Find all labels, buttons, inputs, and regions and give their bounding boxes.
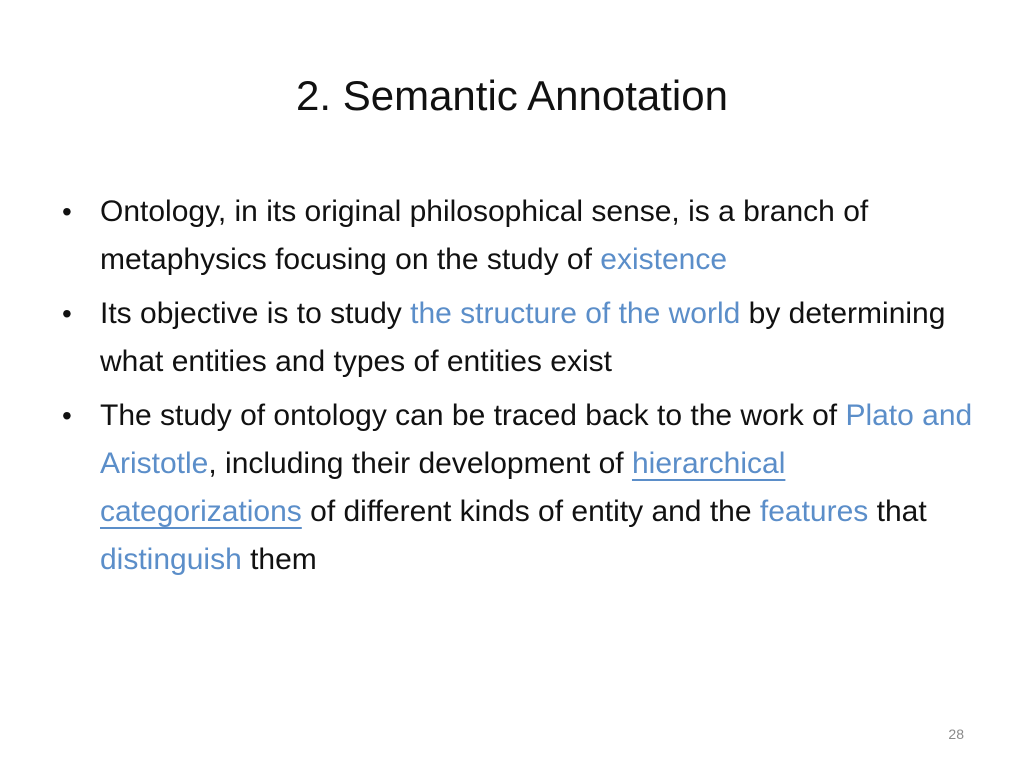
bullet-item: [62, 188, 980, 284]
highlighted-term: Plato and Aristotle: [100, 399, 973, 480]
highlighted-term: existence: [600, 243, 728, 276]
bullet-dot-icon: •: [62, 196, 72, 227]
bullet-item: [62, 290, 980, 386]
slide-title: 2. Semantic Annotation: [296, 72, 728, 119]
highlighted-term: the structure of the world: [410, 297, 741, 330]
bullet-text: that: [868, 495, 927, 528]
bullet-text: The study of ontology can be traced back to the work of: [100, 399, 846, 432]
bullet-dot-icon: •: [62, 400, 72, 431]
highlighted-term: features: [759, 495, 869, 528]
bullet-list: [62, 188, 980, 590]
hyperlink-hierarchical-categorizations[interactable]: hierarchical categorizations: [100, 447, 786, 528]
bullet-text: Its objective is to study: [100, 297, 411, 330]
page-number: 28: [948, 726, 964, 742]
highlighted-term: distinguish: [100, 543, 242, 576]
bullet-text: Ontology, in its original philosophical sense, is a branch of metaphysics focusing on the study of: [100, 195, 869, 276]
bullet-text: , including their development of: [208, 447, 632, 480]
bullet-text: of different kinds of entity and the: [301, 495, 760, 528]
bullet-dot-icon: •: [62, 298, 72, 329]
bullet-text: them: [241, 543, 317, 576]
bullet-text: by determining what entities and types of entities exist: [100, 297, 946, 378]
bullet-item: [62, 392, 980, 584]
